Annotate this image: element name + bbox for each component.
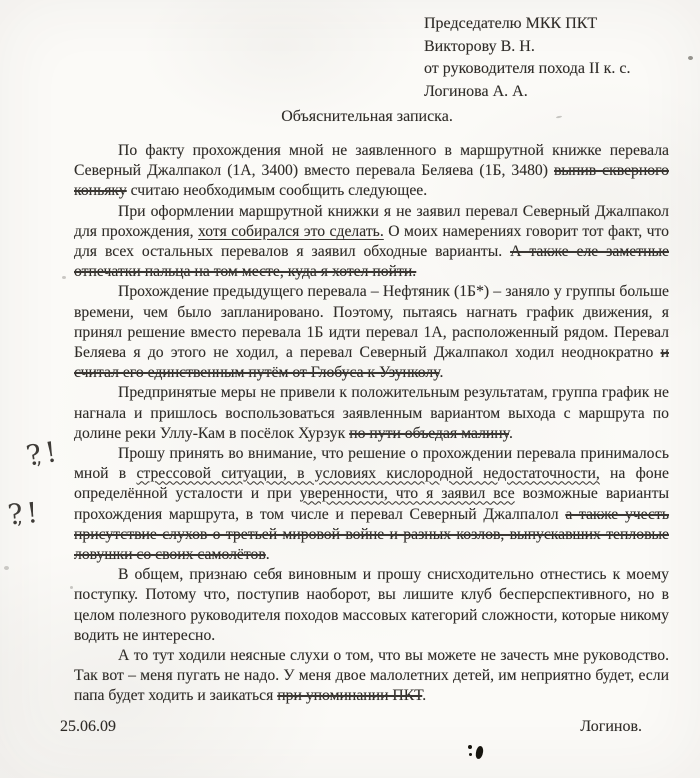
scan-speck bbox=[70, 586, 73, 589]
scan-speck bbox=[688, 56, 693, 60]
date: 25.06.09 bbox=[60, 718, 116, 735]
text-segment-normal: Прохождение предыдущего перевала – Нефтяник (1Б*) – заняло у группы больше времени, чем было запланировано. Поэтому, пытаясь нагнать график движения, я принял решение вместо перевала 1Б идти перевал 1А, расположенный рядом. Перевал Беляева я до этого не ходил, а перевал Северный Джалпакол ходил неоднократно bbox=[74, 283, 669, 362]
text-segment-strike: при упоминании ПКТ bbox=[277, 687, 423, 705]
ink-blot-mark bbox=[465, 743, 487, 763]
text-segment-normal: По факту прохождения мной не заявленного в маршрутной книжке перевала Северный Джалпакол (1А, 3400) вместо перевала Беляева (1Б, 3480) bbox=[74, 142, 669, 180]
addressee-line: от руководителя похода II к. с. bbox=[424, 60, 631, 77]
addressee-line: Председателю МКК ПКТ bbox=[424, 15, 598, 32]
paragraph bbox=[74, 383, 669, 444]
text-segment-strike: по пути объедая малину bbox=[349, 424, 509, 442]
text-segment-normal: . bbox=[265, 546, 270, 564]
text-segment-normal: считаю необходимым сообщить следующее. bbox=[126, 182, 428, 200]
text-segment-wavy: стрессовой ситуации, в условиях кислородной недостаточности, bbox=[136, 465, 600, 483]
scan-speck bbox=[4, 566, 9, 570]
document-body bbox=[74, 141, 669, 707]
text-segment-strike: а также учесть присутствие слухов о третьей мировой войне и разных козлов, выпускавших тепловые ловушки со своих самолётов bbox=[74, 505, 670, 564]
text-segment-normal: . bbox=[508, 424, 513, 442]
signature: Логинов. bbox=[580, 718, 642, 735]
text-segment-strike: и считал его единственным путём от Глобуса к Узунколу bbox=[74, 344, 669, 382]
text-segment-strike: А также еле заметные отпечатки пальца на том месте, куда я хотел пойти. bbox=[74, 243, 669, 281]
addressee-block bbox=[424, 13, 631, 103]
text-segment-normal: на фоне определённой усталости и при bbox=[74, 465, 669, 503]
scan-speck bbox=[62, 276, 66, 279]
text-segment-normal: А то тут ходили неясные слухи о том, что вы можете не зачесть мне руководство. Так вот – меня пугать не надо. У меня двое малолетних детей, им неприятно будет, если папа будет ходить и заикаться bbox=[74, 647, 669, 705]
text-segment-normal: При оформлении маршрутной книжки я не заявил перевал Северный Джалпакол для прохождения, bbox=[74, 202, 669, 240]
text-segment-normal: О моих намерениях говорит тот факт, что для всех остальных перевалов я заявил обходные варианты. bbox=[74, 222, 669, 261]
paragraph bbox=[74, 444, 669, 565]
paragraph bbox=[74, 202, 669, 283]
text-segment-underline: хотя собирался это сделать. bbox=[198, 222, 384, 240]
text-segment-wavy: уверенности, что я заявил все bbox=[299, 485, 515, 503]
handwritten-margin-note: ?! ’ bbox=[24, 435, 65, 483]
text-segment-normal: Предпринятые меры не привели к положительным результатам, группа график не нагнала и пришлось воспользоваться заявленным вариантом выхода с маршрута по долине реки Уллу-Кам в посёлок Хурзук bbox=[74, 384, 669, 442]
text-segment-strike: выпив скверного коньяку bbox=[74, 162, 669, 200]
paragraph bbox=[74, 282, 669, 383]
addressee-line: Логинова А. А. bbox=[424, 82, 528, 100]
paragraph bbox=[74, 646, 669, 707]
paragraph bbox=[74, 141, 669, 202]
text-segment-normal: возможные варианты прохождения маршрута, в том числе и перевал Северный Джалпалол bbox=[74, 485, 669, 523]
document-footer bbox=[60, 718, 642, 736]
paragraph bbox=[74, 565, 669, 646]
text-segment-normal: Прошу принять во внимание, что решение о прохождении перевала принималось мной в bbox=[74, 445, 669, 483]
text-segment-normal: . bbox=[422, 687, 427, 705]
handwritten-margin-note: ?! ’ bbox=[6, 496, 44, 542]
document-title: Объяснительная записка. bbox=[281, 108, 453, 125]
text-segment-normal: В общем, признаю себя виновным и прошу снисходительно отнестись к моему поступку. Потому что, поступив наоборот, вы лишите клуб бесперспективного, но в целом полезного руководителя походов массовых категорий сложности, которые никому водить не интересно. bbox=[74, 566, 669, 644]
text-segment-normal: . bbox=[439, 364, 444, 382]
addressee-line: Викторову В. Н. bbox=[424, 37, 535, 55]
